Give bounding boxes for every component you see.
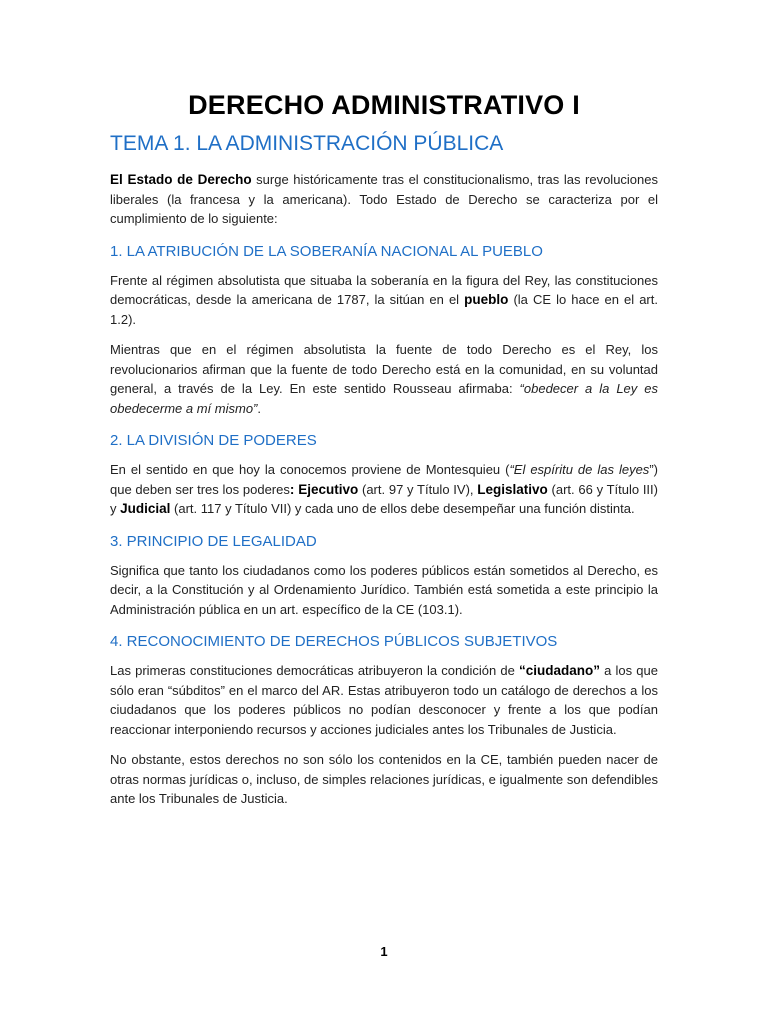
bold-term: pueblo [464,292,509,307]
bold-term: El Estado de Derecho [110,172,252,187]
text-run: No obstante, estos derechos no son sólo los contenidos en la CE, también pueden nacer de otras normas jurídicas o, incluso, de simples relaciones jurídicas, e igualmente son defendibles ante los Tribunales de Justicia. [110,752,658,806]
paragraph [110,340,658,418]
paragraph [110,750,658,809]
quote: “obedecer a la Ley es obedecerme a mí mismo” [110,381,658,416]
text-run: ”) que deben ser tres los poderes [110,462,658,497]
document-title: DERECHO ADMINISTRATIVO I [188,90,580,120]
text-run: a los que sólo eran “súbditos” en el marco del AR. Estas atribuyeron todo un catálogo de derechos a los ciudadanos que los poderes públicos no podían desconocer y frente a los que podían reaccionar interponiendo recursos y acciones judiciales antes los Tribunales de Justicia. [110,663,658,737]
tema-title: TEMA 1. LA ADMINISTRACIÓN PÚBLICA [110,132,504,155]
text-run: (la CE lo hace en el art. 1.2). [110,292,658,327]
text-run: Mientras que en el régimen absolutista la fuente de todo Derecho es el Rey, los revolucionarios afirman que la fuente de todo Derecho está en la comunidad, en su voluntad general, a través de la Ley. En este sentido Rousseau afirmaba: [110,342,658,396]
bold-term: Legislativo [477,481,548,497]
text-run: Frente al régimen absolutista que situaba la soberanía en la figura del Rey, las constituciones democráticas, desde la americana de 1787, la sitúan en el [110,272,658,307]
paragraph [110,661,658,739]
text-run: Significa que tanto los ciudadanos como los poderes públicos están sometidos al Derecho, es decir, a la Constitución y al Ordenamiento Jurídico. También está sometida a este principio la Administración pública en un art. específico de la CE (103.1). [110,562,658,617]
bold-term: : Ejecutivo [289,481,359,497]
bold-term: Judicial [120,501,171,516]
text-run: . [257,400,262,416]
quote: “El espíritu de las leyes [509,462,650,477]
text-run: (art. 117 y Título VII) y cada uno de ellos debe desempeñar una función distinta. [170,501,635,516]
paragraph [110,460,658,519]
bold-term: “ciudadano” [518,663,600,678]
section-heading-2: 2. LA DIVISIÓN DE PODERES [110,432,317,449]
paragraph [110,561,658,620]
text-run: surge históricamente tras el constitucionalismo, tras las revoluciones liberales (la francesa y la americana). Todo Estado de Derecho se caracteriza por el cumplimiento de lo siguiente: [110,172,659,226]
paragraph [110,271,658,330]
section-heading-3: 3. PRINCIPIO DE LEGALIDAD [110,532,317,550]
intro-paragraph [110,170,658,229]
page-number: 1 [380,944,388,959]
section-heading-1: 1. LA ATRIBUCIÓN DE LA SOBERANÍA NACIONAL AL PUEBLO [110,242,543,260]
text-run: (art. 66 y Título III) y [110,481,658,516]
text-run: Las primeras constituciones democráticas atribuyeron la condición de [110,663,519,678]
section-heading-4: 4. RECONOCIMIENTO DE DERECHOS PÚBLICOS SUBJETIVOS [110,633,558,650]
text-run: En el sentido en que hoy la conocemos proviene de Montesquieu ( [110,462,510,477]
text-run: (art. 97 y Título IV), [358,481,478,497]
